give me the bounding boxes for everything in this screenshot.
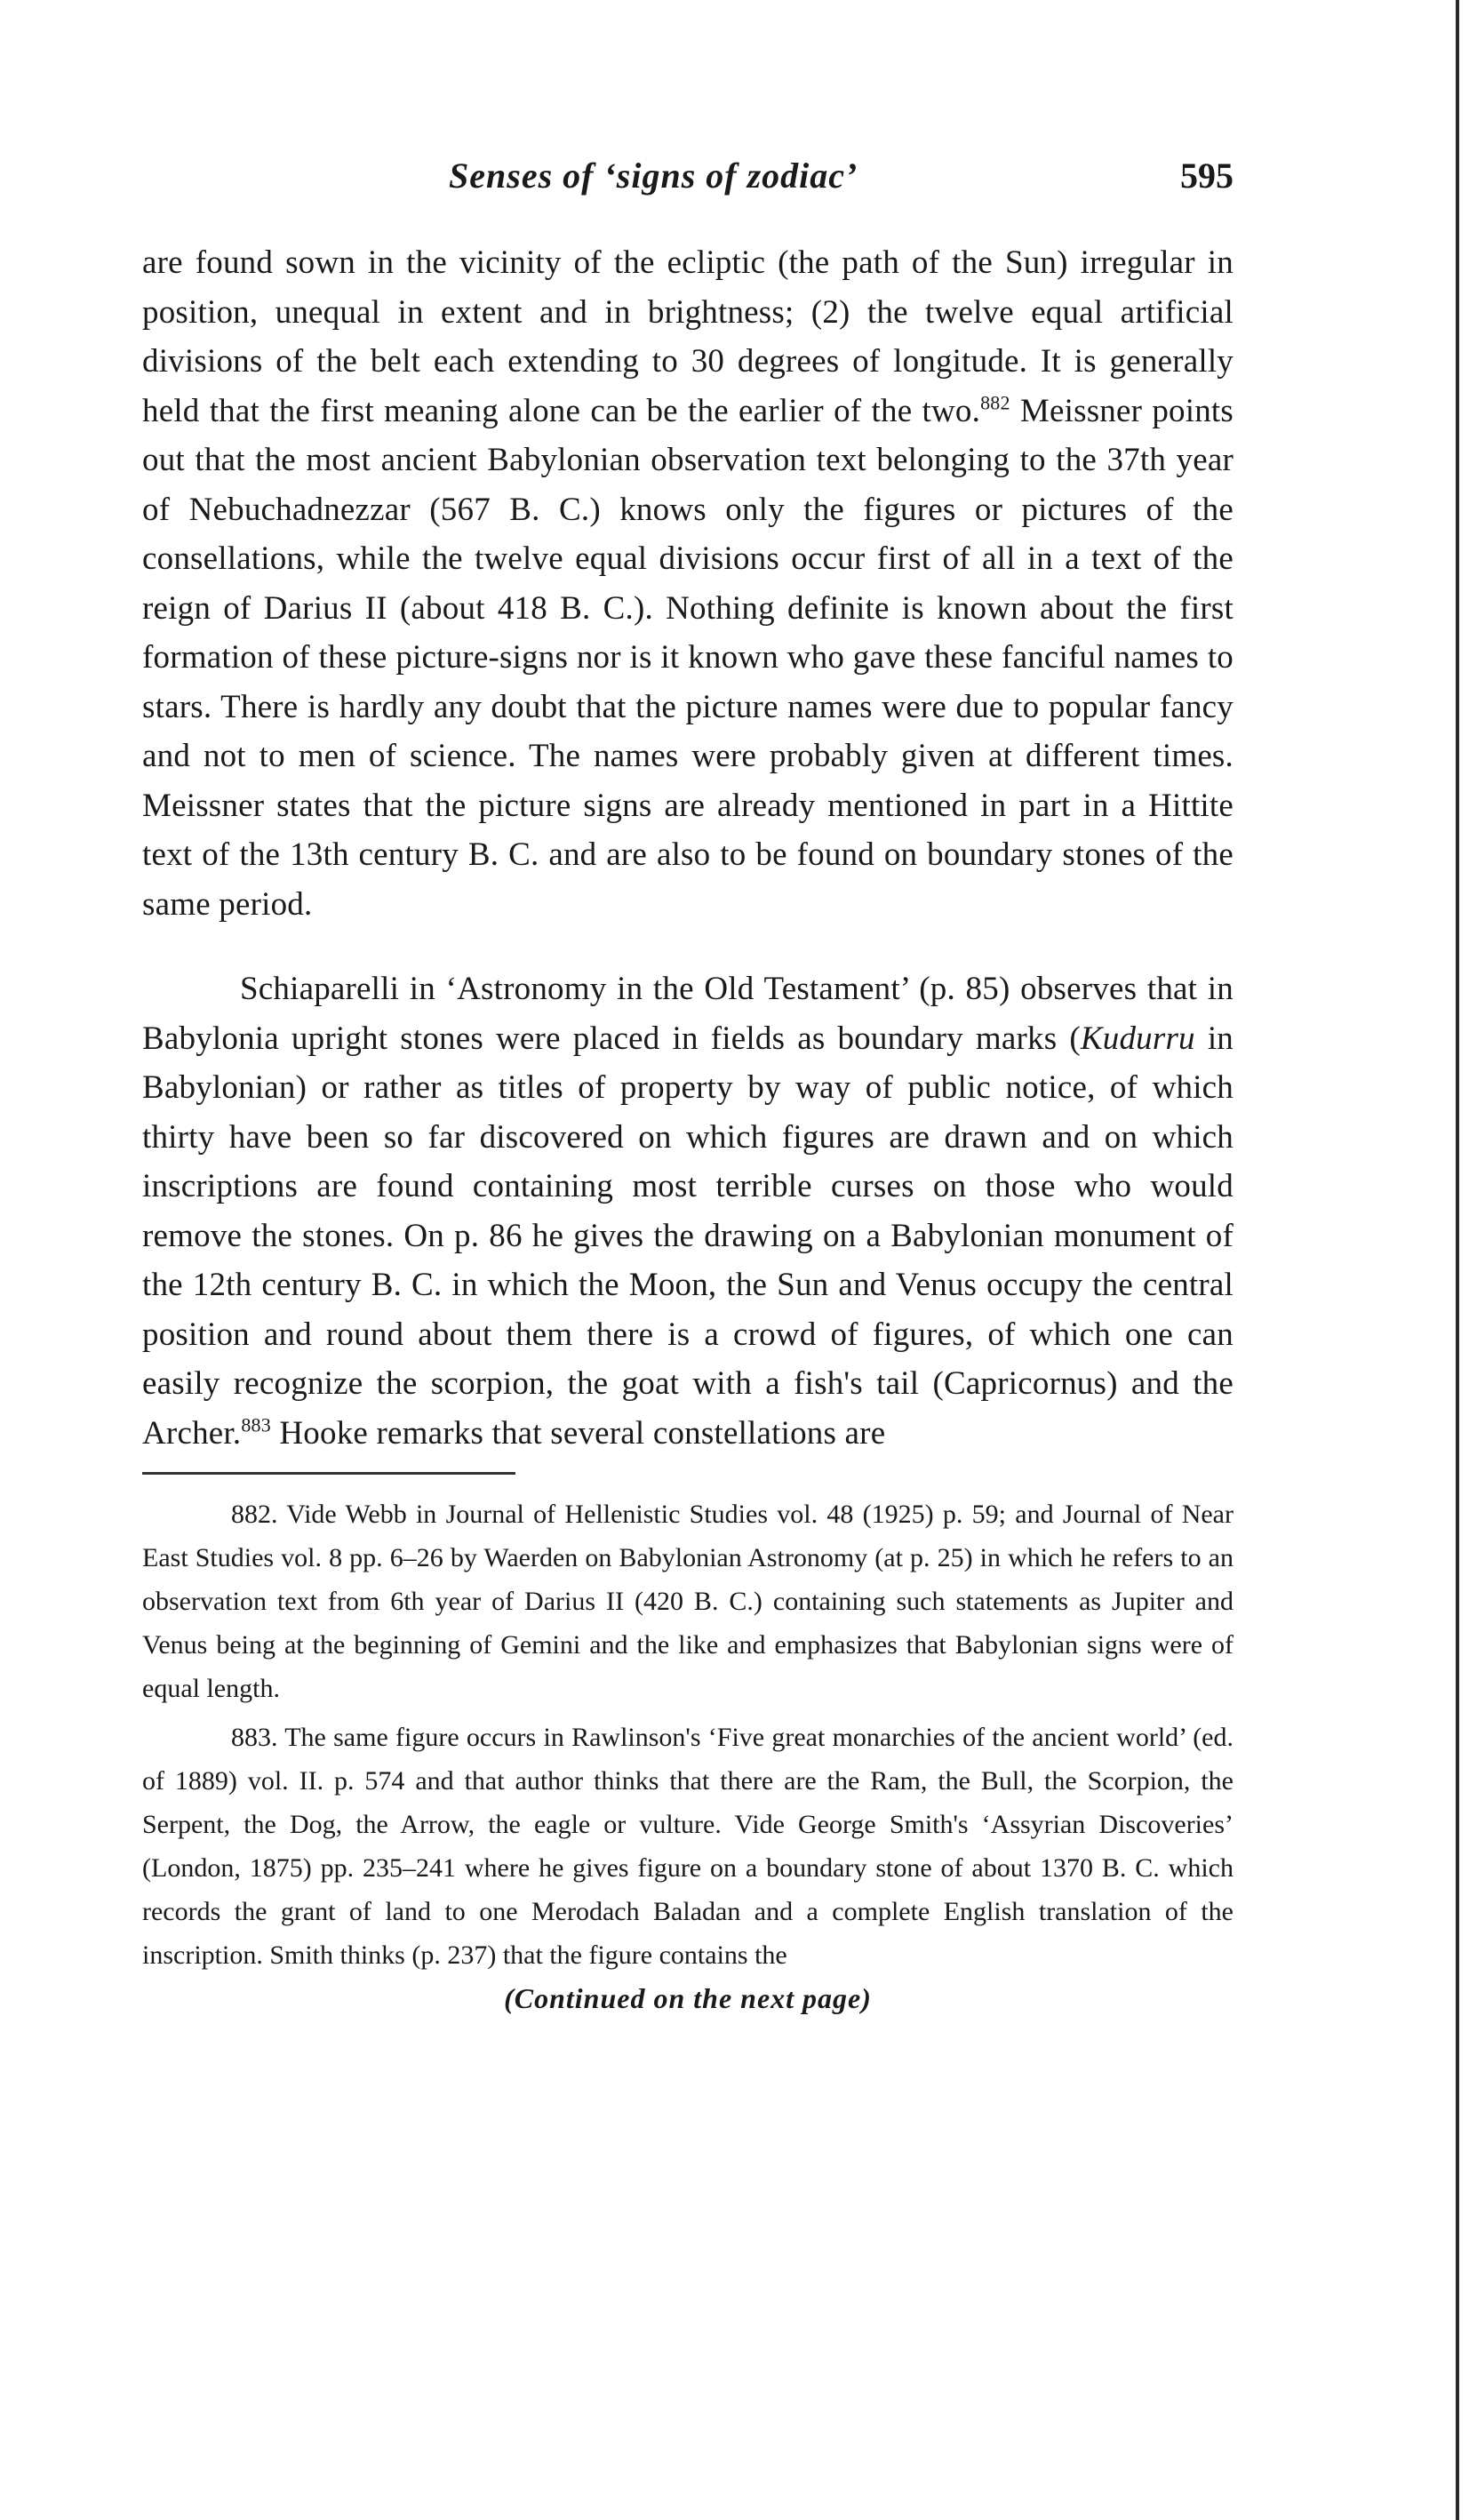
footnote-883: 883. The same figure occurs in Rawlinson's ‘Five great monarchies of the ancient world’ (ed. of 1889) vol. II. p. 574 and that author thinks that there are the Ram, the Bull, the Scorpion, the Serpent, the Dog, the Arrow, the eagle or vulture. Vide George Smith's ‘Assyrian Discoveries’ (London, 1875) pp. 235–241 where he gives figure on a boundary stone of about 1370 B. C. which records the grant of land to one Merodach Baladan and a complete English translation of the inscription. Smith thinks (p. 237) that the figure contains the [142,1723,1233,1970]
page-number: 595 [1180,156,1233,196]
paragraph-1-text-a: are found sown in the vicinity of the ecliptic (the path of the Sun) irregular in position, unequal in extent and in brightness; (2) the twelve equal artificial divisions of the belt each extending to 30 degrees of longitude. It is generally held that the first meaning alone can be the earlier of the two. [142,244,1233,429]
continued-note: (Continued on the next page) [504,1982,872,2014]
book-page [142,149,1233,2015]
page-edge-rule [1456,0,1459,2520]
footnote-882: 882. Vide Webb in Journal of Hellenistic Studies vol. 48 (1925) p. 59; and Journal of Near East Studies vol. 8 pp. 6–26 by Waerden on Babylonian Astronomy (at p. 25) in which he refers to an observation text from 6th year of Darius II (420 B. C.) containing such statements as Jupiter and Venus being at the beginning of Gemini and the like and emphasizes that Babylonian signs were of equal length. [142,1500,1233,1703]
paragraph-2-text-c: Hooke remarks that several constellations are [270,1414,886,1452]
footnote-ref-883: 883 [241,1413,271,1436]
paragraph-2-text-a: Schiaparelli in ‘Astronomy in the Old Testament’ (p. 85) observes that in Babylonia upright stones were placed in fields as boundary marks ( [142,971,1233,1057]
footnote-ref-882: 882 [980,391,1010,414]
footnote-separator [142,1472,515,1475]
kudurru-term: Kudurru [1080,1020,1195,1057]
paragraph-1-text-b: Meissner points out that the most ancient Babylonian observation text belonging to the 37th year of Nebuchadnezzar (567 B. C.) knows only the figures or pictures of the consellations, while the twelve equal divisions occur first of all in a text of the reign of Darius II (about 418 B. C.). Nothing definite is known about the first formation of these picture-signs nor is it known who gave these fanciful names to stars. There is hardly any doubt that the picture names were due to popular fancy and not to men of science. The names were probably given at different times. Meissner states that the picture signs are already mentioned in part in a Hittite text of the 13th century B. C. and are also to be found on boundary stones of the same period. [142,392,1233,923]
running-title: Senses of ‘signs of zodiac’ [449,156,858,196]
paragraph-1 [142,238,1233,929]
footnotes [142,1492,1233,1977]
running-header [142,149,1233,199]
paragraph-2-text-b: in Babylonian) or rather as titles of property by way of public notice, of which thirty have been so far discovered on which figures are drawn and on which inscriptions are found containing most terrible curses on those who would remove the stones. On p. 86 he gives the drawing on a Babylonian monument of the 12th century B. C. in which the Moon, the Sun and Venus occupy the central position and round about them there is a crowd of figures, of which one can easily recognize the scorpion, the goat with a fish's tail (Capricornus) and the Archer. [142,1020,1233,1452]
paragraph-2 [142,964,1233,1458]
main-text [142,238,1233,1458]
